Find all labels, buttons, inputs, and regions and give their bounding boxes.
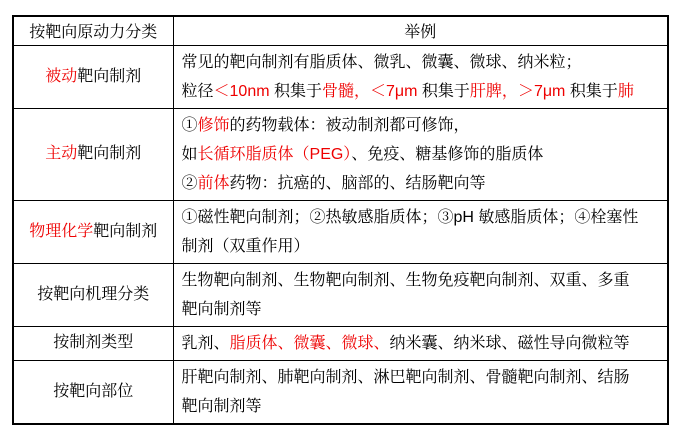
targeting-classification-table xyxy=(12,15,669,425)
text-segment: ② xyxy=(181,174,198,192)
text-line xyxy=(182,77,660,106)
text-line xyxy=(182,111,660,140)
text-segment: 如 xyxy=(181,145,198,163)
example-cell xyxy=(173,263,668,326)
text-line xyxy=(182,140,660,169)
category-cell xyxy=(13,263,173,326)
table-row-active-targeting xyxy=(13,108,668,200)
text-segment: ① xyxy=(181,116,198,134)
text-segment: 粒径 xyxy=(181,82,214,100)
text-segment: 主动 xyxy=(45,145,78,162)
text-segment: 修饰 xyxy=(197,116,230,134)
text-segment: 制剂（双重作用） xyxy=(181,237,310,255)
text-segment: 乳剂、 xyxy=(181,334,230,352)
text-segment: 前体 xyxy=(197,174,230,192)
category-cell xyxy=(13,200,173,263)
text-segment: 靶向制剂 xyxy=(77,67,142,85)
text-segment: 按制剂类型 xyxy=(53,334,134,351)
header-category: 按靶向原动力分类 xyxy=(13,16,173,45)
text-line xyxy=(182,48,660,77)
text-segment: 骨髓， xyxy=(322,82,371,100)
text-segment: 被动 xyxy=(45,67,78,85)
text-segment: 、免疫、糖基修饰的脂质体 xyxy=(351,145,544,163)
table-body xyxy=(13,45,668,424)
text-segment: ＜10nm xyxy=(213,82,270,100)
text-line xyxy=(182,169,660,198)
text-segment: 靶向制剂 xyxy=(93,222,158,240)
text-line xyxy=(182,392,660,421)
category-cell xyxy=(13,108,173,200)
text-line xyxy=(182,295,660,324)
text-segment: 积集于 xyxy=(269,82,322,100)
text-segment: 靶向制剂等 xyxy=(181,397,262,415)
table-row-by-targeting-mechanism xyxy=(13,263,668,326)
text-segment: ＜7μm xyxy=(370,82,418,100)
text-segment: ＞7μm xyxy=(517,82,566,100)
text-segment: 药物：抗癌的、脑部的、结肠靶向等 xyxy=(229,174,486,192)
category-cell xyxy=(13,360,173,424)
example-cell xyxy=(173,200,668,263)
text-line xyxy=(182,232,660,261)
text-segment: 长循环脂质体（PEG） xyxy=(197,145,352,163)
header-row xyxy=(13,16,668,45)
text-segment: 积集于 xyxy=(417,82,470,100)
table-row-by-target-site xyxy=(13,360,668,424)
example-cell xyxy=(173,108,668,200)
table-row-passive-targeting xyxy=(13,45,668,108)
text-segment: 肝靶向制剂、肺靶向制剂、淋巴靶向制剂、骨髓靶向制剂、结肠 xyxy=(181,368,630,386)
header-example: 举例 xyxy=(173,16,668,45)
text-segment: 常见的靶向制剂有脂质体、微乳、微囊、微球、纳米粒； xyxy=(181,53,582,71)
category-cell xyxy=(13,326,173,360)
text-segment: 按靶向部位 xyxy=(53,382,134,400)
text-segment: 生物靶向制剂、生物靶向制剂、生物免疫靶向制剂、双重、多重 xyxy=(181,271,630,289)
example-cell xyxy=(173,45,668,108)
text-segment: ①磁性靶向制剂；②热敏感脂质体；③pH 敏感脂质体；④栓塞性 xyxy=(181,208,639,226)
category-cell xyxy=(13,45,173,108)
text-segment: 的药物载体：被动制剂都可修饰， xyxy=(229,116,470,134)
text-segment: 靶向制剂 xyxy=(77,145,142,162)
table-row-by-preparation-type xyxy=(13,326,668,360)
text-segment: 脂质体、微囊、微球、 xyxy=(229,334,390,352)
text-segment: 物理化学 xyxy=(29,222,94,240)
text-line xyxy=(182,329,660,358)
text-segment: 肝脾， xyxy=(469,82,518,100)
table-row-physicochemical-targeting xyxy=(13,200,668,263)
example-cell xyxy=(173,360,668,424)
text-segment: 靶向制剂等 xyxy=(181,300,262,318)
example-cell xyxy=(173,326,668,360)
text-line xyxy=(182,363,660,392)
text-segment: 按靶向机理分类 xyxy=(37,285,150,303)
text-line xyxy=(182,203,660,232)
text-line xyxy=(182,266,660,295)
text-segment: 肺 xyxy=(617,82,634,100)
text-segment: 纳米囊、纳米球、磁性导向微粒等 xyxy=(389,334,630,352)
text-segment: 积集于 xyxy=(565,82,618,100)
